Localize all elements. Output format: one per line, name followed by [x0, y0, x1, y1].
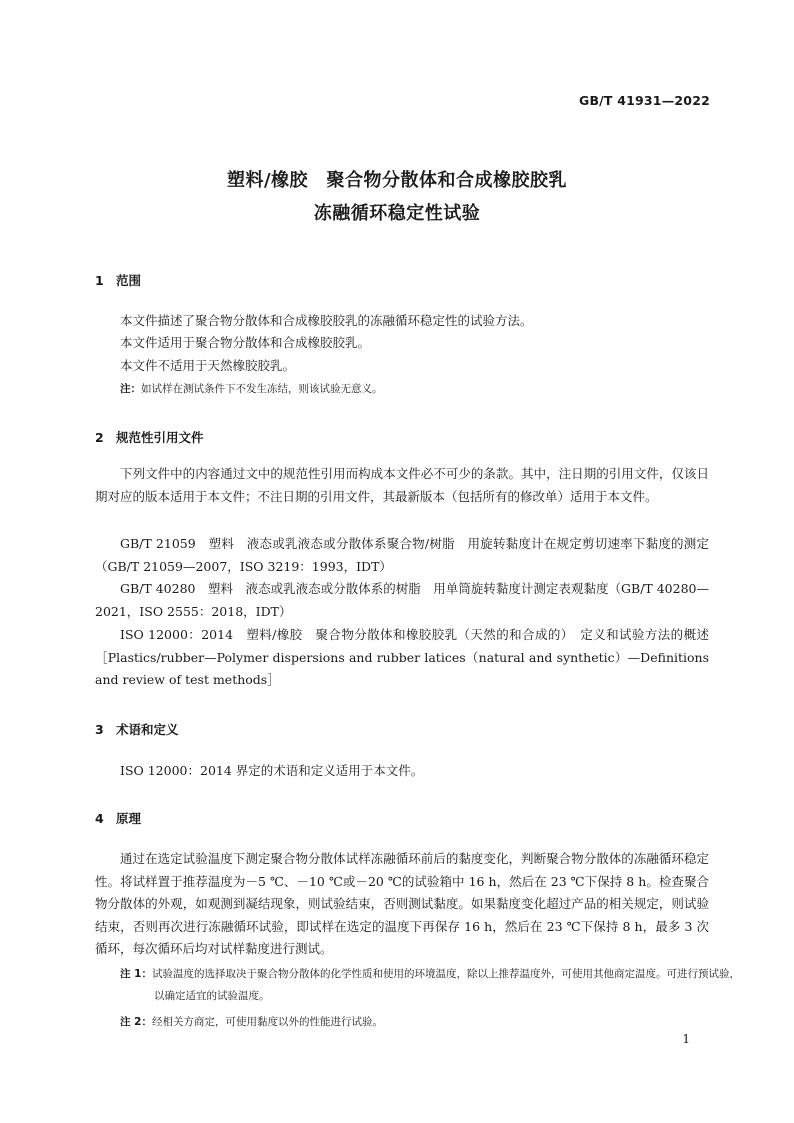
- note-label: 注 1：: [120, 968, 152, 980]
- section-4-paragraph-1: 通过在选定试验温度下测定聚合物分散体试样冻融循环前后的黏度变化，判断聚合物分散体的冻融循环稳定性。将试样置于推荐温度为－5 ℃、－10 ℃或－20 ℃的试验箱中 16 h，然后在 23 ℃下保持 8 h。检查聚合物分散体的外观，如观测到凝结现象，则试验结束，否则测试黏度。如果黏度变化超过产品的相关规定，则试验结束，否则再次进行冻融循环试验，即试样在选定的温度下再保存 16 h，然后在 23 ℃下保持 8 h，最多 3 次循环，每次循环后均对试样黏度进行测试。: [95, 851, 709, 956]
- note-label: 注 2：: [120, 1016, 152, 1028]
- section-1-heading: [95, 271, 141, 289]
- section-number: 2: [95, 430, 104, 445]
- section-title: 原理: [116, 811, 142, 826]
- section-4-note-1: [120, 963, 744, 1007]
- section-3-heading: [95, 720, 179, 738]
- section-number: 1: [95, 273, 104, 288]
- section-1-paragraph-1: 本文件描述了聚合物分散体和合成橡胶胶乳的冻融循环稳定性的试验方法。: [120, 313, 533, 328]
- section-1-paragraph-2: 本文件适用于聚合物分散体和合成橡胶胶乳。: [120, 335, 371, 350]
- section-1-note: [120, 378, 710, 400]
- reference-gbt-21059: GB/T 21059 塑料 液态或乳液态或分散体系聚合物/树脂 用旋转黏度计在规定剪切速率下黏度的测定（GB/T 21059—2007，ISO 3219：1993，IDT）: [95, 536, 709, 574]
- section-2-heading: [95, 428, 204, 446]
- note-label: 注：: [120, 383, 141, 395]
- section-4-note-2: [120, 1011, 710, 1033]
- section-4-heading: [95, 809, 141, 827]
- section-number: 4: [95, 811, 104, 826]
- section-3-paragraph-1: ISO 12000：2014 界定的术语和定义适用于本文件。: [120, 763, 424, 778]
- reference-gbt-40280: GB/T 40280 塑料 液态或乳液态或分散体系的树脂 用单筒旋转黏度计测定表观黏度（GB/T 40280—2021，ISO 2555：2018，IDT）: [95, 581, 709, 619]
- note-text: 经相关方商定，可使用黏度以外的性能进行试验。: [151, 1016, 383, 1028]
- section-number: 3: [95, 722, 104, 737]
- section-1-paragraph-3: 本文件不适用于天然橡胶胶乳。: [120, 358, 296, 373]
- page-number: 1: [682, 1032, 690, 1046]
- section-title: 范围: [116, 273, 142, 288]
- section-title: 术语和定义: [116, 722, 179, 737]
- section-title: 规范性引用文件: [116, 430, 204, 445]
- section-2-paragraph-1: 下列文件中的内容通过文中的规范性引用而构成本文件必不可少的条款。其中，注日期的引用文件，仅该日期对应的版本适用于本文件；不注日期的引用文件，其最新版本（包括所有的修改单）适用于本文件。: [95, 466, 709, 504]
- document-title-line-2: 冻融循环稳定性试验: [313, 203, 481, 224]
- reference-iso-12000: ISO 12000：2014 塑料/橡胶 聚合物分散体和橡胶胶乳（天然的和合成的） 定义和试验方法的概述［Plastics/rubber—Polymer dispersions and rubber latices（natural and synthetic）—Definitions and review of test methods］: [95, 627, 709, 687]
- standard-code: GB/T 41931—2022: [578, 93, 710, 108]
- note-text: 试验温度的选择取决于聚合物分散体的化学性质和使用的环境温度，除以上推荐温度外，可使用其他商定温度。可进行预试验，以确定适宜的试验温度。: [151, 968, 740, 1002]
- note-text: 如试样在测试条件下不发生冻结，则该试验无意义。: [141, 383, 383, 395]
- document-title-line-1: 塑料/橡胶 聚合物分散体和合成橡胶胶乳: [226, 170, 568, 191]
